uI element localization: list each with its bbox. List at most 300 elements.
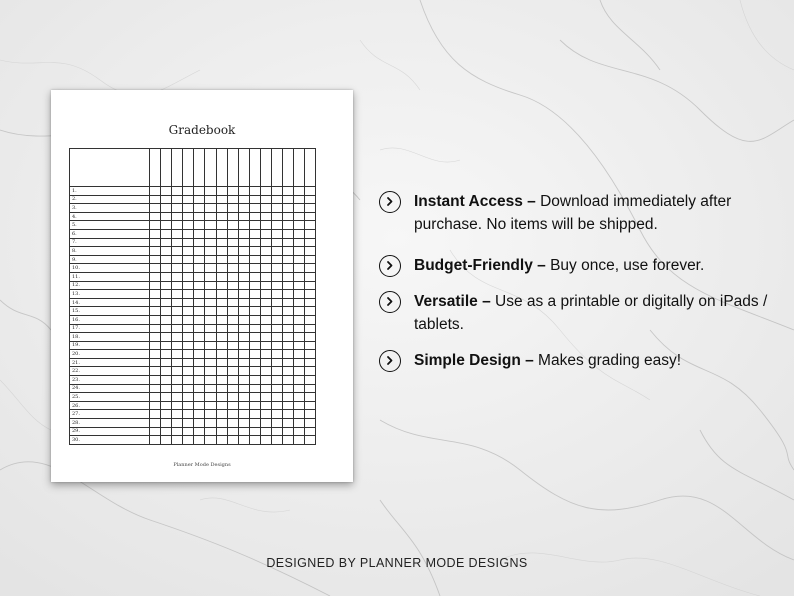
assignment-header-cell [183,149,194,187]
grade-cell [260,290,271,299]
row-number: 17. [70,324,150,333]
grade-cell [161,358,172,367]
grade-cell [205,393,216,402]
grade-cell [172,376,183,385]
grade-cell [283,367,294,376]
row-number: 8. [70,247,150,256]
grade-cell [249,195,260,204]
grade-cell [260,264,271,273]
grade-cell [272,195,283,204]
grade-cell [150,298,161,307]
grade-cell [294,212,305,221]
student-row [70,221,316,230]
grade-cell [183,221,194,230]
grade-cell [216,315,227,324]
grade-cell [216,281,227,290]
grade-cell [227,195,238,204]
grade-cell [249,264,260,273]
grade-cell [238,255,249,264]
grade-cell [294,410,305,419]
grade-cell [249,238,260,247]
assignment-header-cell [305,149,316,187]
grade-cell [305,341,316,350]
row-number: 27. [70,410,150,419]
grade-cell [183,393,194,402]
grade-cell [283,264,294,273]
grade-cell [216,272,227,281]
grade-cell [216,419,227,428]
grade-cell [305,264,316,273]
grade-cell [172,272,183,281]
grade-cell [249,221,260,230]
feature-text: Download immediately after purchase. No items will be shipped. [414,193,732,233]
grade-cell [283,376,294,385]
grade-cell [161,255,172,264]
grade-cell [205,358,216,367]
grade-cell [305,410,316,419]
grade-cell [294,393,305,402]
grade-cell [238,367,249,376]
grade-cell [283,187,294,196]
grade-cell [238,427,249,436]
grade-cell [183,341,194,350]
grade-cell [238,358,249,367]
grade-cell [205,427,216,436]
grade-cell [260,315,271,324]
student-row [70,367,316,376]
feature-item [379,190,779,236]
grade-cell [183,384,194,393]
grade-cell [150,324,161,333]
grade-cell [205,307,216,316]
grade-cell [172,367,183,376]
grade-cell [294,315,305,324]
grade-cell [161,427,172,436]
grade-cell [161,341,172,350]
grade-cell [227,212,238,221]
grade-cell [283,238,294,247]
student-row [70,315,316,324]
grade-cell [161,238,172,247]
grade-cell [272,298,283,307]
row-number: 26. [70,401,150,410]
assignment-header-cell [150,149,161,187]
grade-cell [205,341,216,350]
grade-cell [172,238,183,247]
student-row [70,290,316,299]
grade-cell [183,350,194,359]
grade-cell [294,307,305,316]
grade-cell [238,264,249,273]
grade-cell [283,255,294,264]
feature-title: Instant Access – [414,193,536,210]
grade-cell [172,255,183,264]
grade-cell [172,212,183,221]
grade-cell [194,367,205,376]
grade-cell [150,341,161,350]
grade-cell [150,264,161,273]
grade-cell [216,264,227,273]
grade-cell [227,401,238,410]
grade-cell [305,212,316,221]
grade-cell [205,247,216,256]
grade-cell [194,341,205,350]
row-number: 20. [70,350,150,359]
grade-cell [150,204,161,213]
grade-cell [249,255,260,264]
grade-cell [294,341,305,350]
grade-cell [205,376,216,385]
grade-cell [272,419,283,428]
grade-cell [294,290,305,299]
grade-cell [249,358,260,367]
row-number: 2. [70,195,150,204]
grade-cell [194,195,205,204]
grade-cell [161,204,172,213]
grade-cell [272,281,283,290]
grade-cell [216,384,227,393]
chevron-right-circle-icon [379,191,401,213]
grade-cell [183,290,194,299]
grade-cell [249,341,260,350]
grade-cell [227,410,238,419]
designed-by-footer: DESIGNED BY PLANNER MODE DESIGNS [266,556,528,570]
grade-cell [216,229,227,238]
grade-cell [150,427,161,436]
grade-cell [194,212,205,221]
chevron-right-circle-icon [379,291,401,313]
grade-cell [150,367,161,376]
grade-cell [272,358,283,367]
grade-cell [183,376,194,385]
grade-cell [260,333,271,342]
grade-cell [194,358,205,367]
row-number: 16. [70,315,150,324]
grade-cell [205,410,216,419]
grade-cell [150,393,161,402]
student-row [70,427,316,436]
grade-cell [150,410,161,419]
grade-cell [260,350,271,359]
grade-cell [238,238,249,247]
grade-cell [194,324,205,333]
student-row [70,350,316,359]
grade-cell [260,212,271,221]
feature-item [379,254,779,277]
grade-cell [150,272,161,281]
grade-cell [205,255,216,264]
grade-cell [216,204,227,213]
row-number: 6. [70,229,150,238]
grade-cell [227,367,238,376]
grade-cell [161,272,172,281]
grade-cell [216,393,227,402]
grade-cell [161,187,172,196]
grade-cell [238,307,249,316]
grade-cell [161,221,172,230]
student-row [70,358,316,367]
grade-cell [194,187,205,196]
grade-cell [238,272,249,281]
assignment-header-cell [172,149,183,187]
grade-cell [272,376,283,385]
student-row [70,393,316,402]
grade-cell [249,410,260,419]
grade-cell [205,204,216,213]
grade-cell [205,367,216,376]
grade-cell [172,187,183,196]
grade-cell [238,315,249,324]
student-row [70,324,316,333]
grade-cell [172,281,183,290]
grade-cell [205,187,216,196]
row-number: 5. [70,221,150,230]
grade-cell [161,307,172,316]
grade-cell [216,187,227,196]
grade-cell [305,221,316,230]
grade-cell [194,401,205,410]
grade-cell [272,238,283,247]
grade-cell [260,187,271,196]
grade-cell [183,298,194,307]
grade-cell [294,376,305,385]
grade-cell [238,221,249,230]
grade-cell [260,419,271,428]
grade-cell [272,187,283,196]
grade-cell [183,410,194,419]
grade-cell [294,281,305,290]
grade-cell [216,212,227,221]
grade-cell [272,393,283,402]
grade-cell [294,367,305,376]
assignment-header-cell [216,149,227,187]
grade-cell [205,384,216,393]
grade-cell [183,204,194,213]
grade-cell [183,229,194,238]
grade-cell [216,341,227,350]
row-number: 22. [70,367,150,376]
grade-cell [227,204,238,213]
grade-cell [172,264,183,273]
grade-cell [272,315,283,324]
grade-cell [161,436,172,445]
grade-cell [305,367,316,376]
grade-cell [194,376,205,385]
assignment-header-cell [249,149,260,187]
student-row [70,187,316,196]
grade-cell [183,272,194,281]
grade-cell [305,195,316,204]
grade-cell [194,307,205,316]
grade-cell [294,333,305,342]
grade-cell [238,384,249,393]
assignment-header-cell [260,149,271,187]
row-number: 21. [70,358,150,367]
grade-cell [183,333,194,342]
grade-cell [305,281,316,290]
grade-cell [172,358,183,367]
grade-cell [272,350,283,359]
grade-cell [216,307,227,316]
grade-cell [150,350,161,359]
grade-cell [305,419,316,428]
grade-cell [272,221,283,230]
grade-cell [194,350,205,359]
grade-cell [205,436,216,445]
grade-cell [260,247,271,256]
grade-cell [183,324,194,333]
grade-cell [227,221,238,230]
grade-cell [272,247,283,256]
grade-cell [194,272,205,281]
grade-cell [216,195,227,204]
grade-cell [249,212,260,221]
student-row [70,298,316,307]
grade-cell [183,187,194,196]
grade-cell [227,281,238,290]
grade-cell [283,436,294,445]
row-number: 18. [70,333,150,342]
grade-cell [249,247,260,256]
grade-cell [272,264,283,273]
grade-cell [272,212,283,221]
student-row [70,212,316,221]
grade-cell [205,195,216,204]
grade-cell [272,410,283,419]
grade-cell [249,419,260,428]
grade-cell [183,212,194,221]
grade-cell [305,229,316,238]
grade-cell [272,436,283,445]
grade-cell [305,393,316,402]
grade-cell [150,187,161,196]
grade-cell [172,419,183,428]
grade-cell [194,333,205,342]
grade-cell [249,281,260,290]
grade-cell [260,376,271,385]
grade-cell [283,247,294,256]
grade-cell [216,333,227,342]
grade-cell [227,255,238,264]
grade-cell [161,384,172,393]
grade-cell [150,212,161,221]
grade-cell [260,393,271,402]
grade-cell [150,401,161,410]
grade-cell [172,401,183,410]
grade-cell [249,307,260,316]
grade-cell [283,427,294,436]
grade-cell [305,204,316,213]
row-number: 3. [70,204,150,213]
grade-cell [194,298,205,307]
student-row [70,272,316,281]
grade-cell [260,358,271,367]
grade-cell [238,393,249,402]
grade-cell [227,333,238,342]
grade-cell [205,229,216,238]
feature-text: Buy once, use forever. [545,257,705,274]
grade-cell [216,367,227,376]
grade-cell [283,204,294,213]
grade-cell [294,195,305,204]
grade-cell [205,333,216,342]
feature-text: Use as a printable or digitally on iPads / tablets. [414,293,768,333]
grade-cell [294,350,305,359]
grade-cell [238,324,249,333]
feature-title: Simple Design – [414,352,534,369]
grade-cell [272,427,283,436]
grade-cell [205,401,216,410]
grade-cell [238,350,249,359]
student-row [70,229,316,238]
grade-cell [172,350,183,359]
grade-cell [205,419,216,428]
grade-cell [283,393,294,402]
grade-cell [172,204,183,213]
grade-cell [216,401,227,410]
grade-cell [260,272,271,281]
grade-cell [260,384,271,393]
grade-cell [283,419,294,428]
chevron-right-circle-icon [379,350,401,372]
grade-cell [194,204,205,213]
grade-cell [238,281,249,290]
grade-cell [216,376,227,385]
grade-cell [283,272,294,281]
grade-cell [194,281,205,290]
grade-cell [161,350,172,359]
sheet-title: Gradebook [168,123,236,137]
row-number: 10. [70,264,150,273]
grade-cell [294,298,305,307]
grade-cell [150,290,161,299]
row-number: 12. [70,281,150,290]
grade-cell [305,384,316,393]
grade-cell [249,229,260,238]
grade-cell [150,229,161,238]
grade-cell [194,229,205,238]
grade-cell [283,410,294,419]
grade-cell [227,419,238,428]
grade-cell [294,384,305,393]
student-row [70,195,316,204]
grade-cell [161,367,172,376]
feature-title: Budget-Friendly – [414,257,546,274]
grade-cell [161,281,172,290]
grade-cell [205,272,216,281]
grade-cell [283,195,294,204]
grade-cell [150,419,161,428]
grade-cell [161,315,172,324]
student-row [70,419,316,428]
grade-cell [205,212,216,221]
grade-cell [283,221,294,230]
grade-cell [305,324,316,333]
grade-cell [238,410,249,419]
assignment-header-cell [272,149,283,187]
assignment-header-cell [194,149,205,187]
row-number: 9. [70,255,150,264]
grade-cell [305,401,316,410]
grade-cell [238,247,249,256]
grade-cell [272,204,283,213]
student-row [70,341,316,350]
student-row [70,264,316,273]
grade-cell [150,195,161,204]
grade-cell [205,324,216,333]
row-number: 13. [70,290,150,299]
grade-cell [172,341,183,350]
